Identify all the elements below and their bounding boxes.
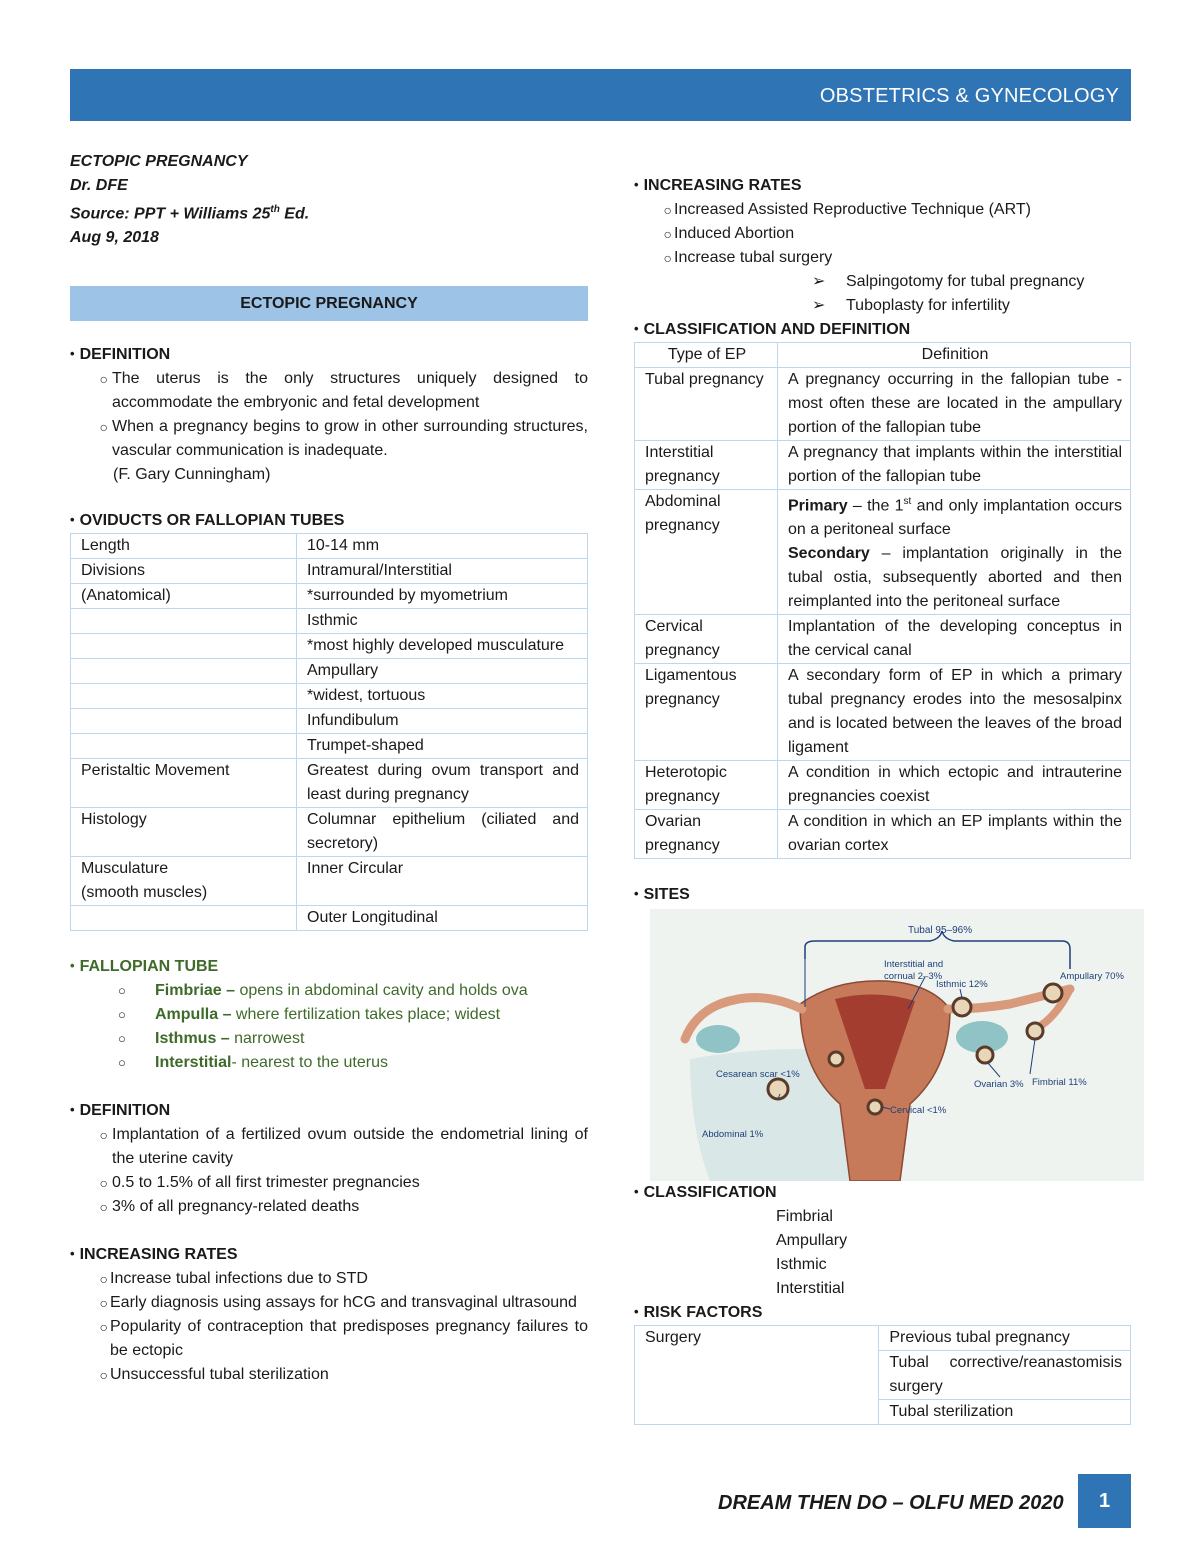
circle-bullet-icon: ○ [118, 1055, 126, 1071]
table-row: Interstitial pregnancy A pregnancy that implants within the interstitial portion of the fallopian tube [635, 441, 1131, 490]
table-row: Divisions Intramural/Interstitial [71, 559, 588, 584]
doc-date: Aug 9, 2018 [70, 229, 159, 247]
definition-heading: • DEFINITION [70, 343, 588, 367]
table-row: Tubal corrective/reanastomisis surgery [635, 1351, 1131, 1400]
table-row: Outer Longitudinal [71, 906, 588, 931]
doc-source: Source: PPT + Williams 25th Ed. [70, 204, 310, 223]
rates1-heading: • INCREASING RATES [70, 1243, 588, 1267]
cornual-label: cornual 2–3% [884, 971, 943, 983]
risk-heading: • RISK FACTORS [634, 1301, 1131, 1325]
list-item: ○ 0.5 to 1.5% of all first trimester pregnancies [70, 1171, 588, 1195]
circle-bullet-icon: ○ [99, 1271, 108, 1288]
list-item: ➢ Salpingotomy for tubal pregnancy [634, 270, 1131, 294]
list-item: ○ Ampulla – where fertilization takes place; widest [70, 1003, 588, 1027]
table-row: Peristaltic Movement Greatest during ovum transport and least during pregnancy [71, 759, 588, 808]
table-row: Surgery Previous tubal pregnancy [635, 1326, 1131, 1351]
circle-bullet-icon: ○ [118, 1031, 126, 1047]
citation: (F. Gary Cunningham) [113, 466, 271, 484]
leader-line [988, 1063, 1000, 1077]
risk-factors-table [634, 1325, 1131, 1425]
header-title: OBSTETRICS & GYNECOLOGY [819, 85, 1119, 107]
table-row: *widest, tortuous [71, 684, 588, 709]
definition2-heading: • DEFINITION [70, 1099, 588, 1123]
arrow-bullet-icon: ➢ [812, 297, 826, 314]
circle-bullet-icon: ○ [99, 1199, 108, 1216]
circle-bullet-icon: ○ [118, 983, 126, 999]
list-item: Isthmic [776, 1256, 827, 1274]
table-row: Length 10-14 mm [71, 534, 588, 559]
circle-bullet-icon: ○ [99, 419, 108, 436]
list-item: Interstitial [776, 1280, 845, 1298]
left-column [70, 150, 588, 1387]
circle-bullet-icon: ○ [99, 1295, 108, 1312]
table-row: Heterotopic pregnancy A condition in which ectopic and intrauterine pregnancies coexist [635, 761, 1131, 810]
list-item: ○ 3% of all pregnancy-related deaths [70, 1195, 588, 1219]
list-item: ○ Implantation of a fertilized ovum outside the endometrial lining of the uterine cavity [70, 1123, 588, 1171]
header-bar [70, 69, 1131, 121]
list-item: Ampullary [776, 1232, 848, 1250]
column-header: Definition [778, 343, 1131, 368]
page-number: 1 [1078, 1474, 1131, 1528]
interstitial-label: Interstitial and [884, 959, 944, 971]
circle-bullet-icon: ○ [663, 202, 672, 218]
table-row: Ligamentous pregnancy A secondary form of EP in which a primary tubal pregnancy erodes into the mesosalpinx and is located between the leaves of the broad ligament [635, 664, 1131, 761]
classification-table [634, 342, 1131, 859]
table-row: Musculature (smooth muscles) Inner Circular [71, 857, 588, 906]
table-row: Abdominal pregnancy Primary – the 1st and only implantation occurs on a peritoneal surface Secondary – implantation originally in the tubal ostia, subsequently aborted and then reimplanted into the peritoneal surface [635, 490, 1131, 615]
table-row: Isthmic [71, 609, 588, 634]
table-row: Ovarian pregnancy A condition in which an EP implants within the ovarian cortex [635, 810, 1131, 859]
table-row: *most highly developed musculature [71, 634, 588, 659]
list-item: ○ Increased Assisted Reproductive Technique (ART) [634, 198, 1131, 222]
list-item: ○ Isthmus – narrowest [70, 1027, 588, 1051]
list-item: ○ Early diagnosis using assays for hCG and transvaginal ultrasound [70, 1291, 588, 1315]
isthmic-label: Isthmic 12% [936, 979, 988, 991]
oviducts-table [70, 533, 588, 931]
leader-line [1030, 1039, 1035, 1074]
column-header: Type of EP [635, 343, 778, 368]
table-row: (Anatomical) *surrounded by myometrium [71, 584, 588, 609]
ovarian-site-marker [977, 1047, 993, 1063]
circle-bullet-icon: ○ [118, 1007, 126, 1023]
cervical-site-marker [868, 1100, 882, 1114]
table-row: Ampullary [71, 659, 588, 684]
list-item: ○ Unsuccessful tubal sterilization [70, 1363, 588, 1387]
table-row: Histology Columnar epithelium (ciliated and secretory) [71, 808, 588, 857]
doc-title: ECTOPIC PREGNANCY [70, 153, 248, 170]
list-item: ○ Fimbriae – opens in abdominal cavity and holds ova [70, 979, 588, 1003]
classification-def-heading: • CLASSIFICATION AND DEFINITION [634, 318, 1131, 342]
ectopic-sites-diagram [650, 909, 1144, 1181]
tubal-label: Tubal 95–96% [908, 925, 973, 937]
circle-bullet-icon: ○ [99, 1367, 108, 1384]
circle-bullet-icon: ○ [99, 1175, 108, 1192]
cervical-label: Cervical <1% [890, 1105, 947, 1117]
list-item: ○ The uterus is the only structures uniquely designed to accommodate the embryonic and fetal development [70, 367, 588, 415]
fallopian-heading: • FALLOPIAN TUBE [70, 955, 588, 979]
left-ovary-shape [696, 1025, 740, 1053]
fallopian-section [70, 955, 588, 1075]
circle-bullet-icon: ○ [99, 1127, 108, 1144]
table-row: Tubal pregnancy A pregnancy occurring in the fallopian tube - most often these are located in the ampullary portion of the fallopian tube [635, 368, 1131, 441]
fimbrial-site-marker [1027, 1023, 1043, 1039]
circle-bullet-icon: ○ [99, 371, 108, 388]
right-column [634, 174, 1131, 1425]
doc-author: Dr. DFE [70, 177, 128, 194]
table-row: Infundibulum [71, 709, 588, 734]
list-item: ○ When a pregnancy begins to grow in other surrounding structures, vascular communication is inadequate. [70, 415, 588, 463]
list-item: ○ Increase tubal surgery [634, 246, 1131, 270]
cesarean-site-marker [829, 1052, 843, 1066]
table-row: Cervical pregnancy Implantation of the developing conceptus in the cervical canal [635, 615, 1131, 664]
sites-heading: • SITES [634, 883, 1131, 907]
rates2-heading: • INCREASING RATES [634, 174, 1131, 198]
list-item: Fimbrial [776, 1208, 833, 1226]
abdominal-site-marker [768, 1079, 788, 1099]
section-banner: ECTOPIC PREGNANCY [70, 286, 588, 321]
list-item: ➢ Tuboplasty for infertility [634, 294, 1131, 318]
circle-bullet-icon: ○ [663, 226, 672, 242]
arrow-bullet-icon: ➢ [812, 273, 826, 290]
circle-bullet-icon: ○ [663, 250, 672, 266]
isthmic-site-marker [953, 998, 971, 1016]
classification-heading: • CLASSIFICATION [634, 1181, 1131, 1205]
oviducts-heading: • OVIDUCTS OR FALLOPIAN TUBES [70, 509, 588, 533]
ovarian-label: Ovarian 3% [974, 1079, 1024, 1091]
fimbrial-label: Fimbrial 11% [1032, 1077, 1087, 1089]
footer-text: DREAM THEN DO – OLFU MED 2020 [718, 1492, 1064, 1514]
table-row: Tubal sterilization [635, 1400, 1131, 1425]
list-item: ○ Interstitial- nearest to the uterus [70, 1051, 588, 1075]
abdominal-label: Abdominal 1% [702, 1129, 764, 1141]
ampullary-site-marker [1044, 984, 1062, 1002]
list-item: ○ Induced Abortion [634, 222, 1131, 246]
circle-bullet-icon: ○ [99, 1319, 108, 1336]
table-header-row [635, 343, 1131, 368]
cesarean-label: Cesarean scar <1% [716, 1069, 800, 1081]
table-row: Trumpet-shaped [71, 734, 588, 759]
list-item: ○ Popularity of contraception that predisposes pregnancy failures to be ectopic [70, 1315, 588, 1363]
ampullary-label: Ampullary 70% [1060, 971, 1124, 983]
list-item: ○ Increase tubal infections due to STD [70, 1267, 588, 1291]
